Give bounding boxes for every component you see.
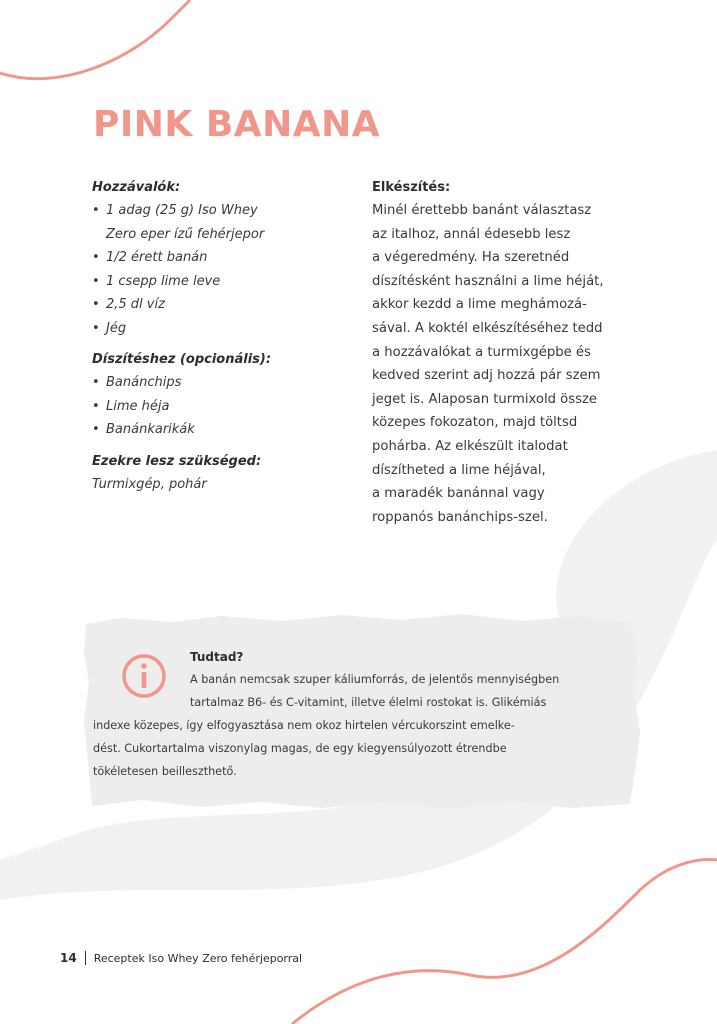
preparation-heading: Elkészítés: — [372, 180, 451, 195]
tip-line: tartalmaz B6- és C-vitamint, illetve élelmi rostokat is. Glikémiás — [190, 696, 547, 709]
preparation-line: a hozzávalókat a turmixgépbe és — [372, 344, 591, 360]
preparation-line: díszítésként használni a lime héját, — [372, 273, 604, 289]
preparation-line: a végeredmény. Ha szeretnéd — [372, 250, 570, 266]
garnish-item: • Banánchips — [92, 371, 342, 395]
preparation-line: sával. A koktél elkészítéséhez tedd — [372, 320, 603, 336]
garnish-item: • Lime héja — [92, 395, 342, 419]
ingredient-item: • 1 adag (25 g) Iso Whey — [92, 199, 342, 223]
page-number: 14 — [60, 951, 77, 965]
tip-line: indexe közepes, így elfogyasztása nem okoz hirtelen vércukorszint emelke- — [93, 719, 515, 732]
preparation-line: pohárba. Az elkészült italodat — [372, 438, 568, 454]
ingredients-heading: Hozzávalók: — [92, 180, 181, 195]
book-title: Receptek Iso Whey Zero fehérjeporral — [93, 951, 303, 965]
equipment-heading: Ezekre lesz szükséged: — [92, 453, 262, 469]
preparation-line: az italhoz, annál édesebb lesz — [372, 226, 571, 242]
garnish-item: • Banánkarikák — [92, 418, 342, 442]
garnish-heading: Díszítéshez (opcionális): — [92, 352, 272, 367]
tip-title: Tudtad? — [190, 650, 244, 664]
preparation-line: Minél érettebb banánt választasz — [372, 203, 592, 218]
tip-line: tökéletesen beilleszthető. — [93, 765, 237, 778]
ingredient-item: • 2,5 dl víz — [92, 293, 342, 317]
footer-divider — [85, 951, 86, 965]
preparation-line: a maradék banánnal vagy — [372, 486, 545, 502]
preparation-line: kedved szerint adj hozzá pár szem — [372, 368, 601, 384]
preparation-line: díszítheted a lime héjával, — [372, 462, 546, 478]
preparation-line: jeget is. Alaposan turmixold össze — [372, 391, 598, 407]
page-footer — [60, 951, 302, 965]
ingredient-item: • 1/2 érett banán — [92, 246, 342, 270]
preparation-line: roppanós banánchips-szel. — [372, 509, 548, 525]
info-icon — [121, 653, 167, 699]
garnish-list — [92, 371, 342, 442]
equipment-text: Turmixgép, pohár — [92, 476, 207, 492]
preparation-column — [372, 176, 620, 529]
recipe-title: PINK BANANA — [93, 104, 381, 145]
ingredient-item: • Jég — [92, 317, 342, 341]
tip-line: A banán nemcsak szuper káliumforrás, de jelentős mennyiségben — [190, 673, 560, 686]
ingredients-column — [92, 176, 342, 496]
tip-paper-background — [82, 612, 642, 812]
ingredient-item-continuation: Zero eper ízű fehérjepor — [106, 226, 265, 242]
tip-line: dést. Cukortartalma viszonylag magas, de egy kiegyensúlyozott étrendbe — [93, 742, 507, 755]
ingredient-item: • 1 csepp lime leve — [92, 270, 342, 294]
preparation-line: akkor kezdd a lime meghámozá- — [372, 297, 587, 313]
ingredients-list — [92, 199, 342, 340]
bottom-right-pink-curve — [292, 860, 717, 1024]
top-left-pink-curve — [0, 0, 190, 79]
preparation-line: közepes fokozaton, majd töltsd — [372, 415, 578, 431]
